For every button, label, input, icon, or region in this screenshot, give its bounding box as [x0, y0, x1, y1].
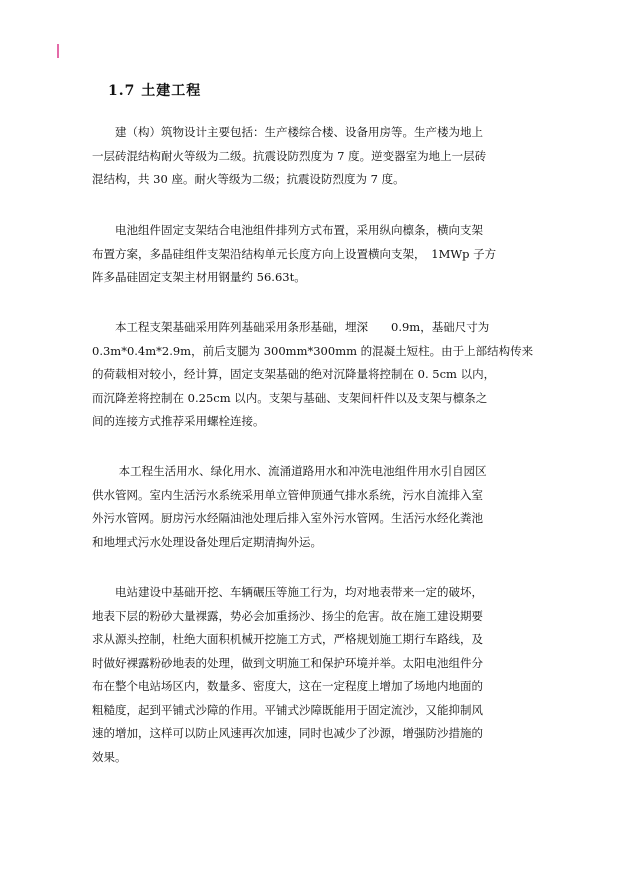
paragraph-line: 求从源头控制，杜绝大面积机械开挖施工方式，严格规划施工期行车路线，及	[92, 632, 483, 646]
paragraph-line: 时做好裸露粉砂地表的处理，做到文明施工和保护环境并举。太阳电池组件分	[92, 655, 483, 670]
paragraph-line: 布置方案，多晶硅组件支架沿结构单元长度方向上设置横向支架， 1MWp 子方	[92, 246, 497, 261]
paragraph-line: 一层砖混结构耐火等级为二级。抗震设防烈度为 7 度。逆变器室为地上一层砖	[92, 148, 487, 163]
paragraph-line: 而沉降差将控制在 0.25cm 以内。支架与基础、支架间杆件以及支架与檩条之	[92, 390, 488, 405]
paragraph-line: 本工程支架基础采用阵列基础采用条形基础，埋深 0.9m，基础尺寸为	[92, 320, 490, 334]
paragraph-line: 速的增加，这样可以防止风速再次加速，同时也减少了沙源，增强防沙措施的	[92, 726, 483, 740]
paragraph-line: 布在整个电站场区内，数量多、密度大，这在一定程度上增加了场地内地面的	[92, 679, 483, 693]
paragraph-line: 建（构）筑物设计主要包括：生产楼综合楼、设备用房等。生产楼为地上	[92, 125, 483, 139]
paragraph-line: 混结构，共 30 座。耐火等级为二级；抗震设防烈度为 7 度。	[92, 172, 405, 186]
paragraph-line: 粗糙度，起到平铺式沙障的作用。平铺式沙障既能用于固定流沙，又能抑制风	[92, 702, 483, 717]
paragraph-sand-control	[92, 581, 532, 769]
paragraph-line: 地表下层的粉砂大量裸露，势必会加重扬沙、扬尘的危害。故在施工建设期要	[92, 608, 483, 623]
paragraph-foundation	[92, 316, 532, 434]
paragraph-line: 供水管网。室内生活污水系统采用单立管伸顶通气排水系统，污水自流排入室	[92, 487, 483, 502]
paragraph-line: 电站建设中基础开挖、车辆碾压等施工行为，均对地表带来一定的破坏，	[92, 585, 483, 599]
margin-marker	[57, 44, 59, 58]
paragraph-line: 和地埋式污水处理设备处理后定期清掏外运。	[92, 534, 322, 549]
paragraph-line: 阵多晶硅固定支架主材用钢量约 56.63t。	[92, 270, 306, 284]
paragraph-line: 本工程生活用水、绿化用水、流涌道路用水和冲洗电池组件用水引自园区	[92, 464, 487, 478]
paragraph-water-supply	[92, 460, 532, 554]
paragraph-line: 效果。	[92, 749, 127, 764]
paragraph-line: 的荷载相对较小，经计算，固定支架基础的绝对沉降量将控制在 0. 5cm 以内，	[92, 367, 496, 381]
paragraph-line: 电池组件固定支架结合电池组件排列方式布置，采用纵向檩条，横向支架	[92, 223, 483, 237]
paragraph-line: 0.3m*0.4m*2.9m，前后支腿为 300mm*300mm 的混凝土短柱。由于上部结构传来	[92, 343, 534, 358]
section-heading: 1.7 土建工程	[108, 83, 202, 99]
paragraph-buildings	[92, 121, 532, 192]
paragraph-line: 间的连接方式推荐采用螺栓连接。	[92, 414, 265, 428]
paragraph-support-structure	[92, 219, 532, 290]
paragraph-line: 外污水管网。厨房污水经隔油池处理后排入室外污水管网。生活污水经化粪池	[92, 511, 483, 525]
